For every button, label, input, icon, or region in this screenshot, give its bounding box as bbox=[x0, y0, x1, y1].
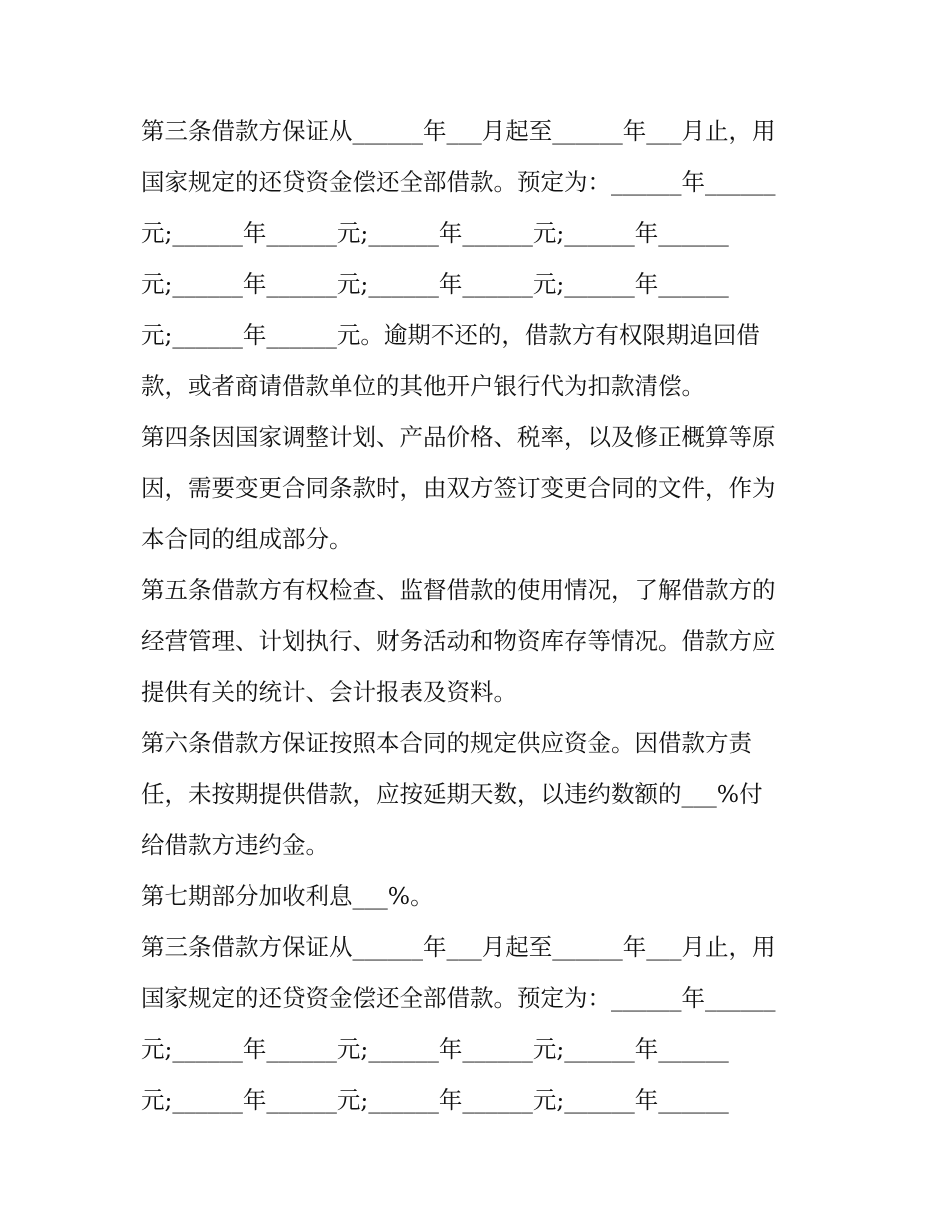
text-line: 元;______年______元;______年______元;______年______ bbox=[141, 1035, 729, 1063]
text-line: 第五条借款方有权检查、监督借款的使用情况，了解借款方的 bbox=[141, 576, 776, 604]
text-line: 国家规定的还贷资金偿还全部借款。预定为：______年______ bbox=[141, 168, 776, 196]
text-line: 国家规定的还贷资金偿还全部借款。预定为：______年______ bbox=[141, 984, 776, 1012]
text-line: 经营管理、计划执行、财务活动和物资库存等情况。借款方应 bbox=[141, 627, 776, 655]
text-line: 元;______年______元;______年______元;______年______ bbox=[141, 1086, 729, 1114]
text-line: 第七期部分加收利息___%。 bbox=[141, 882, 434, 910]
text-line: 元;______年______元;______年______元;______年______ bbox=[141, 219, 729, 247]
text-line: 提供有关的统计、会计报表及资料。 bbox=[141, 678, 517, 706]
text-line: 第三条借款方保证从______年___月起至______年___月止，用 bbox=[141, 933, 776, 961]
text-line: 第六条借款方保证按照本合同的规定供应资金。因借款方责 bbox=[141, 729, 752, 757]
text-line: 元;______年______元;______年______元;______年______ bbox=[141, 270, 729, 298]
text-line: 任，未按期提供借款，应按延期天数，以违约数额的___%付 bbox=[141, 780, 763, 808]
document-body bbox=[141, 106, 821, 1126]
text-line: 本合同的组成部分。 bbox=[141, 525, 353, 553]
text-line: 给借款方违约金。 bbox=[141, 831, 329, 859]
text-line: 第四条因国家调整计划、产品价格、税率，以及修正概算等原 bbox=[141, 423, 776, 451]
text-line: 第三条借款方保证从______年___月起至______年___月止，用 bbox=[141, 117, 776, 145]
text-line: 因，需要变更合同条款时，由双方签订变更合同的文件，作为 bbox=[141, 474, 776, 502]
text-line: 元;______年______元。逾期不还的，借款方有权限期追回借 bbox=[141, 321, 760, 349]
text-line: 款，或者商请借款单位的其他开户银行代为扣款清偿。 bbox=[141, 372, 705, 400]
